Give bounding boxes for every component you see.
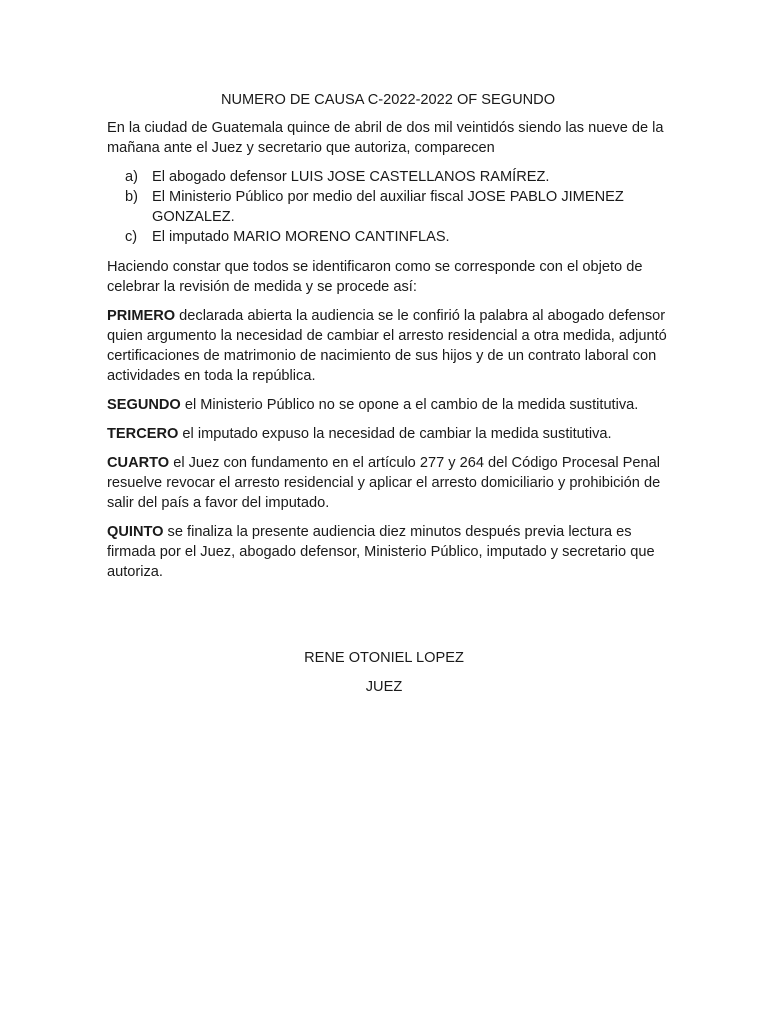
section-heading: PRIMERO (107, 308, 176, 324)
section-primero (107, 306, 667, 386)
signature-role: JUEZ (365, 679, 403, 695)
case-title: NUMERO DE CAUSA C-2022-2022 OF SEGUNDO (220, 92, 556, 108)
section-tercero (107, 424, 667, 444)
section-text: el Ministerio Público no se opone a el cambio de la medida sustitutiva. (180, 397, 639, 413)
list-item-text: El Ministerio Público por medio del auxiliar fiscal JOSE PABLO JIMENEZ GONZALEZ. (152, 189, 624, 225)
section-heading: QUINTO (107, 524, 164, 540)
statement-paragraph: Haciendo constar que todos se identificaron como se corresponde con el objeto de celebrar la revisión de medida y se procede así: (107, 259, 643, 295)
list-item-text: El imputado MARIO MORENO CANTINFLAS. (152, 229, 450, 245)
section-text: declarada abierta la audiencia se le confirió la palabra al abogado defensor quien argumento la necesidad de cambiar el arresto residencial a otra medida, adjuntó certificaciones de matrimonio de nacimiento de sus hijos y de un contrato laboral con actividades en toda la república. (107, 308, 667, 384)
section-segundo (107, 395, 667, 415)
list-marker: a) (125, 169, 138, 185)
section-text: se finaliza la presente audiencia diez minutos después previa lectura es firmada por el Juez, abogado defensor, Ministerio Público, imputado y secretario que autoriza. (107, 524, 655, 580)
parties-list (107, 167, 667, 247)
intro-paragraph: En la ciudad de Guatemala quince de abril de dos mil veintidós siendo las nueve de la mañana ante el Juez y secretario que autoriza, comparecen (107, 120, 664, 156)
document-body (107, 90, 667, 591)
section-cuarto (107, 453, 667, 513)
section-heading: CUARTO (107, 455, 170, 471)
section-text: el Juez con fundamento en el artículo 277 y 264 del Código Procesal Penal resuelve revocar el arresto residencial y aplicar el arresto domiciliario y prohibición de salir del país a favor del imputado. (107, 455, 661, 511)
list-item (107, 227, 667, 247)
list-marker: c) (125, 229, 138, 245)
section-heading: TERCERO (107, 426, 179, 442)
list-item (107, 187, 667, 227)
signature-name: RENE OTONIEL LOPEZ (304, 650, 464, 666)
section-quinto (107, 522, 667, 582)
section-text: el imputado expuso la necesidad de cambiar la medida sustitutiva. (178, 426, 612, 442)
list-item (107, 167, 667, 187)
section-heading: SEGUNDO (107, 397, 181, 413)
list-item-text: El abogado defensor LUIS JOSE CASTELLANOS RAMÍREZ. (152, 169, 550, 185)
list-marker: b) (125, 189, 138, 205)
